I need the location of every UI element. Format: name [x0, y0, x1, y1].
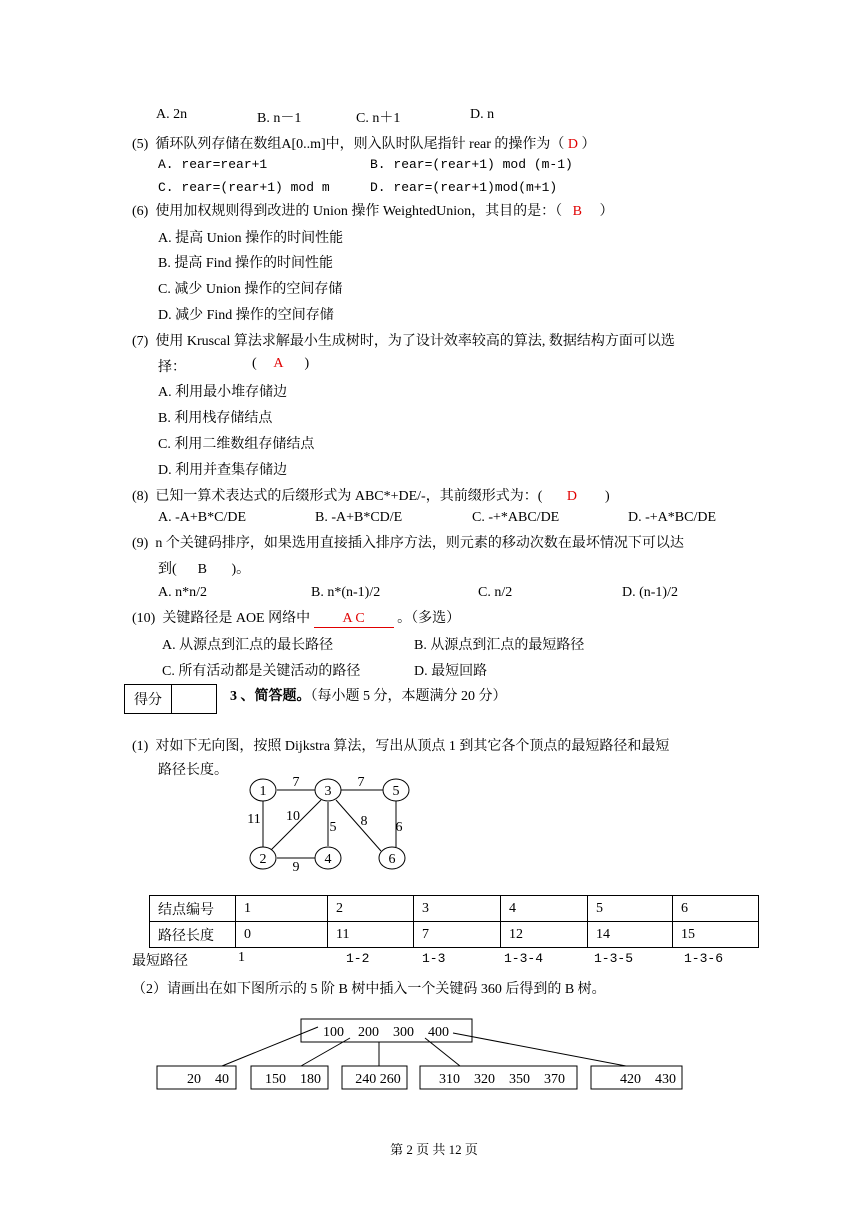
table-cell: 7: [414, 922, 501, 948]
q9-option-d: D. (n-1)/2: [622, 585, 678, 600]
graph-node-label-6: 6: [388, 852, 396, 867]
graph-node-label-5: 5: [392, 784, 400, 799]
graph-node-label-1: 1: [259, 784, 267, 799]
q4-option-d: D. n: [470, 107, 495, 122]
edge-label-5-6: 6: [395, 820, 403, 835]
q5-answer: D: [567, 137, 579, 152]
p2-question: （2）请画出在如下图所示的 5 阶 B 树中插入一个关键码 360 后得到的 B 树。: [132, 982, 606, 997]
btree-root-keys: 100 200 300 400: [323, 1025, 449, 1040]
q10-tail: 。（多选）: [397, 611, 461, 626]
q4-option-c: C. n＋1: [356, 111, 401, 126]
shortest-path-2: 1-2: [346, 951, 370, 966]
q9-option-c: C. n/2: [478, 585, 513, 600]
btree-leaf-1-keys: 20 40: [187, 1072, 229, 1087]
edge-label-1-3: 7: [292, 775, 300, 790]
q5-option-c: C. rear=(rear+1) mod m: [158, 180, 330, 195]
q7-option-b: B. 利用栈存储结点: [158, 411, 273, 426]
q6-text: 使用加权规则得到改进的 Union 操作 WeightedUnion，其目的是：（: [155, 204, 563, 219]
q7-number: (7): [132, 334, 149, 349]
q8-number: (8): [132, 489, 149, 504]
shortest-path-4: 1-3-4: [504, 951, 544, 966]
q9-text2a: 到(: [158, 562, 177, 577]
q7-option-c: C. 利用二维数组存储结点: [158, 437, 315, 452]
table-row: [150, 896, 759, 922]
q10-number: (10): [132, 611, 156, 626]
table-row: [150, 922, 759, 948]
q5-text: 循环队列存储在数组A[0..m]中，则入队时队尾指针 rear 的操作为（: [155, 137, 565, 152]
q5-number: (5): [132, 137, 149, 152]
q10-option-d: D. 最短回路: [414, 664, 488, 679]
q5-option-a: A. rear=rear+1: [158, 157, 268, 172]
q9-answer: B: [197, 562, 208, 577]
btree-leaf-4-keys: 310 320 350 370: [439, 1072, 565, 1087]
edge-label-1-2: 11: [247, 812, 261, 827]
edge-3-6: [336, 800, 381, 851]
q10-option-c: C. 所有活动都是关键活动的路径: [162, 664, 361, 679]
table-cell: 6: [673, 896, 759, 922]
q9-option-b: B. n*(n-1)/2: [311, 585, 381, 600]
btree-link-0: [222, 1027, 318, 1066]
graph-node-label-2: 2: [259, 852, 267, 867]
table-cell: 11: [328, 922, 414, 948]
q8-option-d: D. -+A*BC/DE: [628, 510, 717, 525]
q6-option-a: A. 提高 Union 操作的时间性能: [158, 231, 344, 246]
q4-option-a: A. 2n: [156, 107, 188, 122]
shortest-path-3: 1-3: [422, 951, 446, 966]
q7-open: (: [252, 356, 257, 371]
q6-close: ）: [599, 204, 614, 219]
q5-option-d: D. rear=(rear+1)mod(m+1): [370, 180, 558, 195]
edge-label-3-4: 5: [329, 820, 337, 835]
q8-option-b: B. -A+B*CD/E: [315, 510, 403, 525]
q9-text2b: )。: [231, 562, 251, 577]
q4-option-b: B. n－1: [257, 111, 302, 126]
page-footer: 第 2 页 共 12 页: [390, 1142, 478, 1157]
shortest-path-6: 1-3-6: [684, 951, 724, 966]
q8-text: 已知一算术表达式的后缀形式为 ABC*+DE/-，其前缀形式为：(: [155, 489, 543, 504]
table-cell: 3: [414, 896, 501, 922]
q7-text1: 使用 Kruscal 算法求解最小生成树时，为了设计效率较高的算法, 数据结构方面可以选: [155, 334, 675, 349]
q10-answer: A C: [314, 611, 394, 628]
btree-leaf-5-keys: 420 430: [620, 1072, 676, 1087]
shortest-path-5: 1-3-5: [594, 951, 634, 966]
edge-label-2-3: 10: [286, 809, 300, 824]
section3-note: （每小题 5 分，本题满分 20 分）: [310, 689, 507, 704]
q8-answer: D: [566, 489, 578, 504]
score-label: 得分: [125, 685, 172, 714]
q6-option-b: B. 提高 Find 操作的时间性能: [158, 256, 334, 271]
q6-answer: B: [572, 204, 582, 219]
p1-text1: 对如下无向图，按照 Dijkstra 算法，写出从顶点 1 到其它各个顶点的最短路径和最短: [155, 739, 670, 754]
result-table: [149, 895, 759, 948]
edge-label-3-6: 8: [360, 814, 368, 829]
q10-text: 关键路径是 AOE 网络中: [162, 611, 311, 626]
p1-number: (1): [132, 739, 149, 754]
table-cell: 12: [501, 922, 588, 948]
table-cell: 0: [236, 922, 328, 948]
btree-link-4: [453, 1033, 626, 1066]
table-cell: 1: [236, 896, 328, 922]
graph-node-label-4: 4: [324, 852, 332, 867]
q5-close: ）: [581, 137, 596, 152]
q7-answer: A: [273, 356, 284, 371]
p1-question-line2: 路径长度。: [158, 763, 228, 778]
table-row-label: 结点编号: [150, 896, 236, 922]
q8-close: ): [605, 489, 610, 504]
table-row-label: 路径长度: [150, 922, 236, 948]
q8-option-c: C. -+*ABC/DE: [472, 510, 560, 525]
btree-leaf-3-keys: 240 260: [355, 1072, 401, 1087]
table-cell: 4: [501, 896, 588, 922]
table-cell: 14: [588, 922, 673, 948]
q9-option-a: A. n*n/2: [158, 585, 207, 600]
btree-leaf-2-keys: 150 180: [265, 1072, 321, 1087]
q10-option-a: A. 从源点到汇点的最长路径: [162, 638, 334, 653]
q6-number: (6): [132, 204, 149, 219]
q6-option-d: D. 减少 Find 操作的空间存储: [158, 308, 334, 323]
section3-title: 3 、简答题。: [230, 689, 311, 704]
shortest-path-label: 最短路径: [132, 954, 188, 969]
q7-option-d: D. 利用并查集存储边: [158, 463, 288, 478]
q8-option-a: A. -A+B*C/DE: [158, 510, 247, 525]
q6-option-c: C. 减少 Union 操作的空间存储: [158, 282, 343, 297]
q9-text1: n 个关键码排序，如果选用直接插入排序方法，则元素的移动次数在最坏情况下可以达: [155, 536, 684, 551]
q7-close: ): [304, 356, 310, 371]
table-cell: 2: [328, 896, 414, 922]
edge-label-2-4: 9: [292, 860, 300, 875]
edge-label-3-5: 7: [357, 775, 365, 790]
q7-text2: 择：: [158, 360, 186, 375]
graph-node-label-3: 3: [324, 784, 332, 799]
edge-2-3: [271, 800, 321, 850]
shortest-path-1: 1: [238, 950, 245, 965]
table-cell: 5: [588, 896, 673, 922]
table-cell: 15: [673, 922, 759, 948]
q9-number: (9): [132, 536, 149, 551]
q7-option-a: A. 利用最小堆存储边: [158, 385, 288, 400]
q5-option-b: B. rear=(rear+1) mod (m-1): [370, 157, 573, 172]
q10-option-b: B. 从源点到汇点的最短路径: [414, 638, 585, 653]
